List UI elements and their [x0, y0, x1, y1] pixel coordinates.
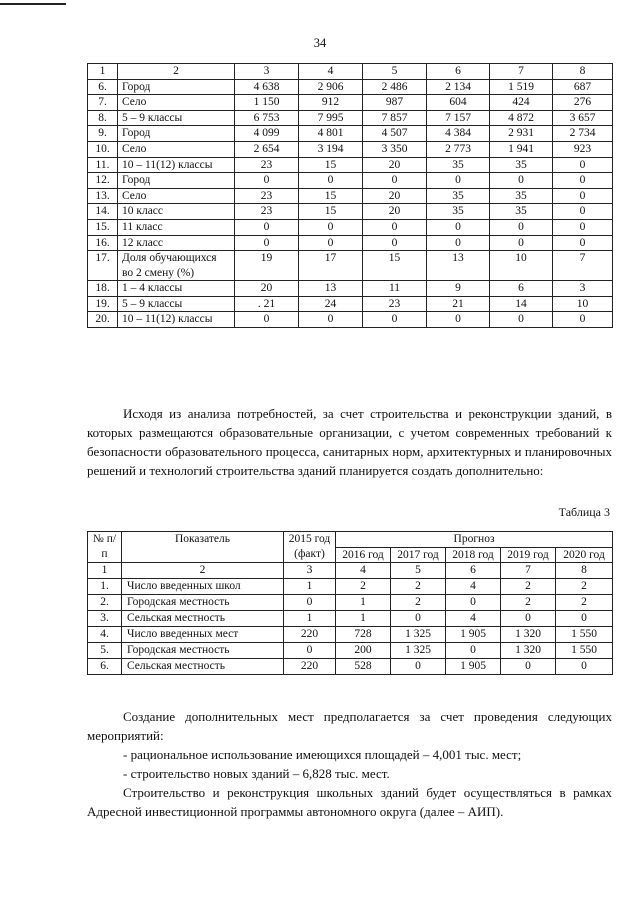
value-cell: 23 [235, 188, 299, 204]
value-cell: 0 [490, 235, 553, 251]
value-cell: 276 [553, 95, 613, 111]
value-cell: 2 [501, 594, 556, 610]
value-cell: 4 638 [235, 79, 299, 95]
table-row [88, 594, 613, 610]
value-cell: 20 [363, 157, 427, 173]
value-cell: 35 [490, 157, 553, 173]
value-cell: 0 [553, 219, 613, 235]
value-cell: 200 [336, 642, 391, 658]
table-row [88, 312, 613, 328]
table-row [88, 95, 613, 111]
year-header: 2018 год [446, 547, 501, 563]
row-label: Городская местность [122, 594, 284, 610]
value-cell: 1 [336, 610, 391, 626]
value-cell: 912 [299, 95, 363, 111]
value-cell: 3 194 [299, 141, 363, 157]
value-cell: 0 [391, 658, 446, 674]
row-label: 10 класс [118, 204, 235, 220]
table-row [88, 296, 613, 312]
value-cell: 987 [363, 95, 427, 111]
value-cell: 0 [446, 594, 501, 610]
header-cell: 4 [299, 64, 363, 80]
value-cell: 0 [363, 173, 427, 189]
value-cell: 9 [427, 281, 490, 297]
value-cell: 604 [427, 95, 490, 111]
new-places-table [87, 531, 613, 675]
row-label: Число введенных школ [122, 578, 284, 594]
row-number: 16. [88, 235, 118, 251]
row-label: Село [118, 188, 235, 204]
value-cell: 2 [391, 594, 446, 610]
value-cell: 220 [284, 626, 336, 642]
value-cell: 0 [284, 642, 336, 658]
row-label: 10 – 11(12) классы [118, 312, 235, 328]
value-cell: 24 [299, 296, 363, 312]
value-cell: 2 [391, 578, 446, 594]
table-row [88, 251, 613, 281]
table-row [88, 204, 613, 220]
value-cell: 17 [299, 251, 363, 281]
value-cell: 20 [363, 204, 427, 220]
value-cell: 3 657 [553, 110, 613, 126]
value-cell: 0 [446, 642, 501, 658]
value-cell: 3 350 [363, 141, 427, 157]
row-label: Село [118, 95, 235, 111]
value-cell: 4 [446, 578, 501, 594]
table2-header-row [88, 532, 613, 548]
value-cell: 0 [235, 173, 299, 189]
value-cell: 23 [235, 157, 299, 173]
row-number: 1. [88, 578, 122, 594]
value-cell: 0 [501, 658, 556, 674]
value-cell: 0 [501, 610, 556, 626]
value-cell: 728 [336, 626, 391, 642]
table-row [88, 626, 613, 642]
value-cell: 2 486 [363, 79, 427, 95]
header-cell: 5 [363, 64, 427, 80]
value-cell: 23 [235, 204, 299, 220]
row-label: Село [118, 141, 235, 157]
row-number: 19. [88, 296, 118, 312]
table-row [88, 219, 613, 235]
index-cell: 8 [556, 563, 613, 579]
value-cell: 7 [553, 251, 613, 281]
paragraph-measures [87, 707, 612, 821]
table-row [88, 79, 613, 95]
table-row [88, 281, 613, 297]
value-cell: 2 734 [553, 126, 613, 142]
value-cell: 1 [284, 610, 336, 626]
value-cell: 4 872 [490, 110, 553, 126]
value-cell: 0 [556, 658, 613, 674]
value-cell: 2 [501, 578, 556, 594]
value-cell: 1 905 [446, 658, 501, 674]
header-cell: 1 [88, 64, 118, 80]
row-number: 12. [88, 173, 118, 189]
value-cell: 14 [490, 296, 553, 312]
header-forecast: Прогноз [336, 532, 613, 548]
students-table [87, 63, 613, 328]
header-cell: 6 [427, 64, 490, 80]
row-number: 11. [88, 157, 118, 173]
value-cell: 0 [363, 235, 427, 251]
row-number: 2. [88, 594, 122, 610]
value-cell: 2 931 [490, 126, 553, 142]
value-cell: 35 [427, 188, 490, 204]
value-cell: 1 [284, 578, 336, 594]
paragraph-analysis-text: Исходя из анализа потребностей, за счет строительства и реконструкции зданий, в которых размещаются образовательные организации, с учетом современных требований к безопасности образовательного процесса, санитарных норм, архитектурных и планировочных решений и технологий строительства зданий планируется создать дополнительно: [87, 406, 612, 478]
table-row [88, 188, 613, 204]
value-cell: 10 [553, 296, 613, 312]
value-cell: 10 [490, 251, 553, 281]
value-cell: 0 [490, 312, 553, 328]
value-cell: 0 [427, 312, 490, 328]
value-cell: 0 [391, 610, 446, 626]
value-cell: 0 [490, 173, 553, 189]
value-cell: 15 [299, 157, 363, 173]
row-number: 6. [88, 658, 122, 674]
value-cell: 0 [553, 204, 613, 220]
row-label: Город [118, 126, 235, 142]
value-cell: 0 [427, 219, 490, 235]
value-cell: 6 753 [235, 110, 299, 126]
value-cell: 23 [363, 296, 427, 312]
row-label: 11 класс [118, 219, 235, 235]
value-cell: 0 [235, 235, 299, 251]
value-cell: 2 [556, 594, 613, 610]
value-cell: 4 099 [235, 126, 299, 142]
table-row [88, 173, 613, 189]
bullet-existing-areas: - рациональное использование имеющихся площадей – 4,001 тыс. мест; [123, 747, 522, 762]
header-num: № п/п [88, 532, 122, 563]
value-cell: 1 325 [391, 642, 446, 658]
row-number: 15. [88, 219, 118, 235]
value-cell: 0 [490, 219, 553, 235]
value-cell: . 21 [235, 296, 299, 312]
row-label: 12 класс [118, 235, 235, 251]
value-cell: 4 [446, 610, 501, 626]
value-cell: 0 [284, 594, 336, 610]
value-cell: 0 [427, 173, 490, 189]
value-cell: 20 [235, 281, 299, 297]
row-label: Город [118, 79, 235, 95]
index-cell: 7 [501, 563, 556, 579]
row-label: Число введенных мест [122, 626, 284, 642]
table-row [88, 157, 613, 173]
value-cell: 0 [427, 235, 490, 251]
value-cell: 528 [336, 658, 391, 674]
row-number: 9. [88, 126, 118, 142]
value-cell: 0 [299, 173, 363, 189]
table-row [88, 658, 613, 674]
year-header: 2017 год [391, 547, 446, 563]
row-number: 20. [88, 312, 118, 328]
row-label: Город [118, 173, 235, 189]
value-cell: 13 [299, 281, 363, 297]
row-number: 3. [88, 610, 122, 626]
value-cell: 15 [299, 188, 363, 204]
paragraph-analysis [87, 404, 612, 480]
value-cell: 0 [553, 235, 613, 251]
table-row [88, 126, 613, 142]
value-cell: 0 [556, 610, 613, 626]
paragraph-measures-text: Создание дополнительных мест предполагается за счет проведения следующих мероприятий: [87, 709, 612, 743]
value-cell: 35 [490, 204, 553, 220]
row-number: 10. [88, 141, 118, 157]
table-row [88, 235, 613, 251]
table-row [88, 642, 613, 658]
header-2015: 2015 год (факт) [284, 532, 336, 563]
value-cell: 0 [235, 312, 299, 328]
value-cell: 1 320 [501, 642, 556, 658]
value-cell: 6 [490, 281, 553, 297]
table-row [88, 578, 613, 594]
value-cell: 4 801 [299, 126, 363, 142]
value-cell: 1 905 [446, 626, 501, 642]
value-cell: 0 [553, 173, 613, 189]
row-number: 8. [88, 110, 118, 126]
index-cell: 2 [122, 563, 284, 579]
index-cell: 3 [284, 563, 336, 579]
header-indicator: Показатель [122, 532, 284, 563]
year-header: 2019 год [501, 547, 556, 563]
value-cell: 19 [235, 251, 299, 281]
top-rule [0, 3, 66, 5]
value-cell: 0 [363, 312, 427, 328]
value-cell: 424 [490, 95, 553, 111]
index-cell: 6 [446, 563, 501, 579]
value-cell: 15 [363, 251, 427, 281]
value-cell: 220 [284, 658, 336, 674]
value-cell: 20 [363, 188, 427, 204]
header-cell: 2 [118, 64, 235, 80]
table2-index-row [88, 563, 613, 579]
row-number: 6. [88, 79, 118, 95]
value-cell: 13 [427, 251, 490, 281]
value-cell: 0 [299, 235, 363, 251]
value-cell: 35 [490, 188, 553, 204]
value-cell: 35 [427, 204, 490, 220]
index-cell: 4 [336, 563, 391, 579]
row-label: 10 – 11(12) классы [118, 157, 235, 173]
value-cell: 0 [363, 219, 427, 235]
table1-header-row [88, 64, 613, 80]
header-cell: 8 [553, 64, 613, 80]
bullet-new-buildings: - строительство новых зданий – 6,828 тыс. мест. [123, 766, 390, 781]
value-cell: 7 157 [427, 110, 490, 126]
row-number: 13. [88, 188, 118, 204]
row-label: Сельская местность [122, 658, 284, 674]
table-row [88, 110, 613, 126]
value-cell: 15 [299, 204, 363, 220]
value-cell: 923 [553, 141, 613, 157]
value-cell: 35 [427, 157, 490, 173]
index-cell: 5 [391, 563, 446, 579]
value-cell: 3 [553, 281, 613, 297]
value-cell: 7 857 [363, 110, 427, 126]
value-cell: 1 550 [556, 626, 613, 642]
row-label: 1 – 4 классы [118, 281, 235, 297]
row-label: 5 – 9 классы [118, 296, 235, 312]
value-cell: 4 384 [427, 126, 490, 142]
row-number: 18. [88, 281, 118, 297]
row-label: Доля обучающихся во 2 смену (%) [118, 251, 235, 281]
value-cell: 2 [556, 578, 613, 594]
value-cell: 2 654 [235, 141, 299, 157]
value-cell: 0 [235, 219, 299, 235]
value-cell: 1 320 [501, 626, 556, 642]
index-cell: 1 [88, 563, 122, 579]
row-number: 5. [88, 642, 122, 658]
header-cell: 7 [490, 64, 553, 80]
value-cell: 1 941 [490, 141, 553, 157]
value-cell: 0 [299, 312, 363, 328]
value-cell: 1 550 [556, 642, 613, 658]
table-row [88, 610, 613, 626]
value-cell: 0 [553, 157, 613, 173]
page-number: 34 [313, 36, 327, 50]
value-cell: 0 [553, 312, 613, 328]
row-number: 17. [88, 251, 118, 281]
value-cell: 1 [336, 594, 391, 610]
row-label: 5 – 9 классы [118, 110, 235, 126]
row-number: 14. [88, 204, 118, 220]
value-cell: 0 [553, 188, 613, 204]
value-cell: 7 995 [299, 110, 363, 126]
year-header: 2016 год [336, 547, 391, 563]
value-cell: 2 [336, 578, 391, 594]
paragraph-aip-text: Строительство и реконструкция школьных зданий будет осуществляться в рамках Адресной инвестиционной программы автономного округа (далее – АИП). [87, 785, 612, 819]
value-cell: 1 325 [391, 626, 446, 642]
value-cell: 2 773 [427, 141, 490, 157]
value-cell: 21 [427, 296, 490, 312]
year-header: 2020 год [556, 547, 613, 563]
table3-caption: Таблица 3 [558, 505, 610, 519]
value-cell: 11 [363, 281, 427, 297]
value-cell: 4 507 [363, 126, 427, 142]
row-number: 7. [88, 95, 118, 111]
row-label: Сельская местность [122, 610, 284, 626]
value-cell: 1 519 [490, 79, 553, 95]
value-cell: 1 150 [235, 95, 299, 111]
value-cell: 687 [553, 79, 613, 95]
header-cell: 3 [235, 64, 299, 80]
row-number: 4. [88, 626, 122, 642]
value-cell: 2 906 [299, 79, 363, 95]
value-cell: 0 [299, 219, 363, 235]
row-label: Городская местность [122, 642, 284, 658]
table-row [88, 141, 613, 157]
value-cell: 2 134 [427, 79, 490, 95]
